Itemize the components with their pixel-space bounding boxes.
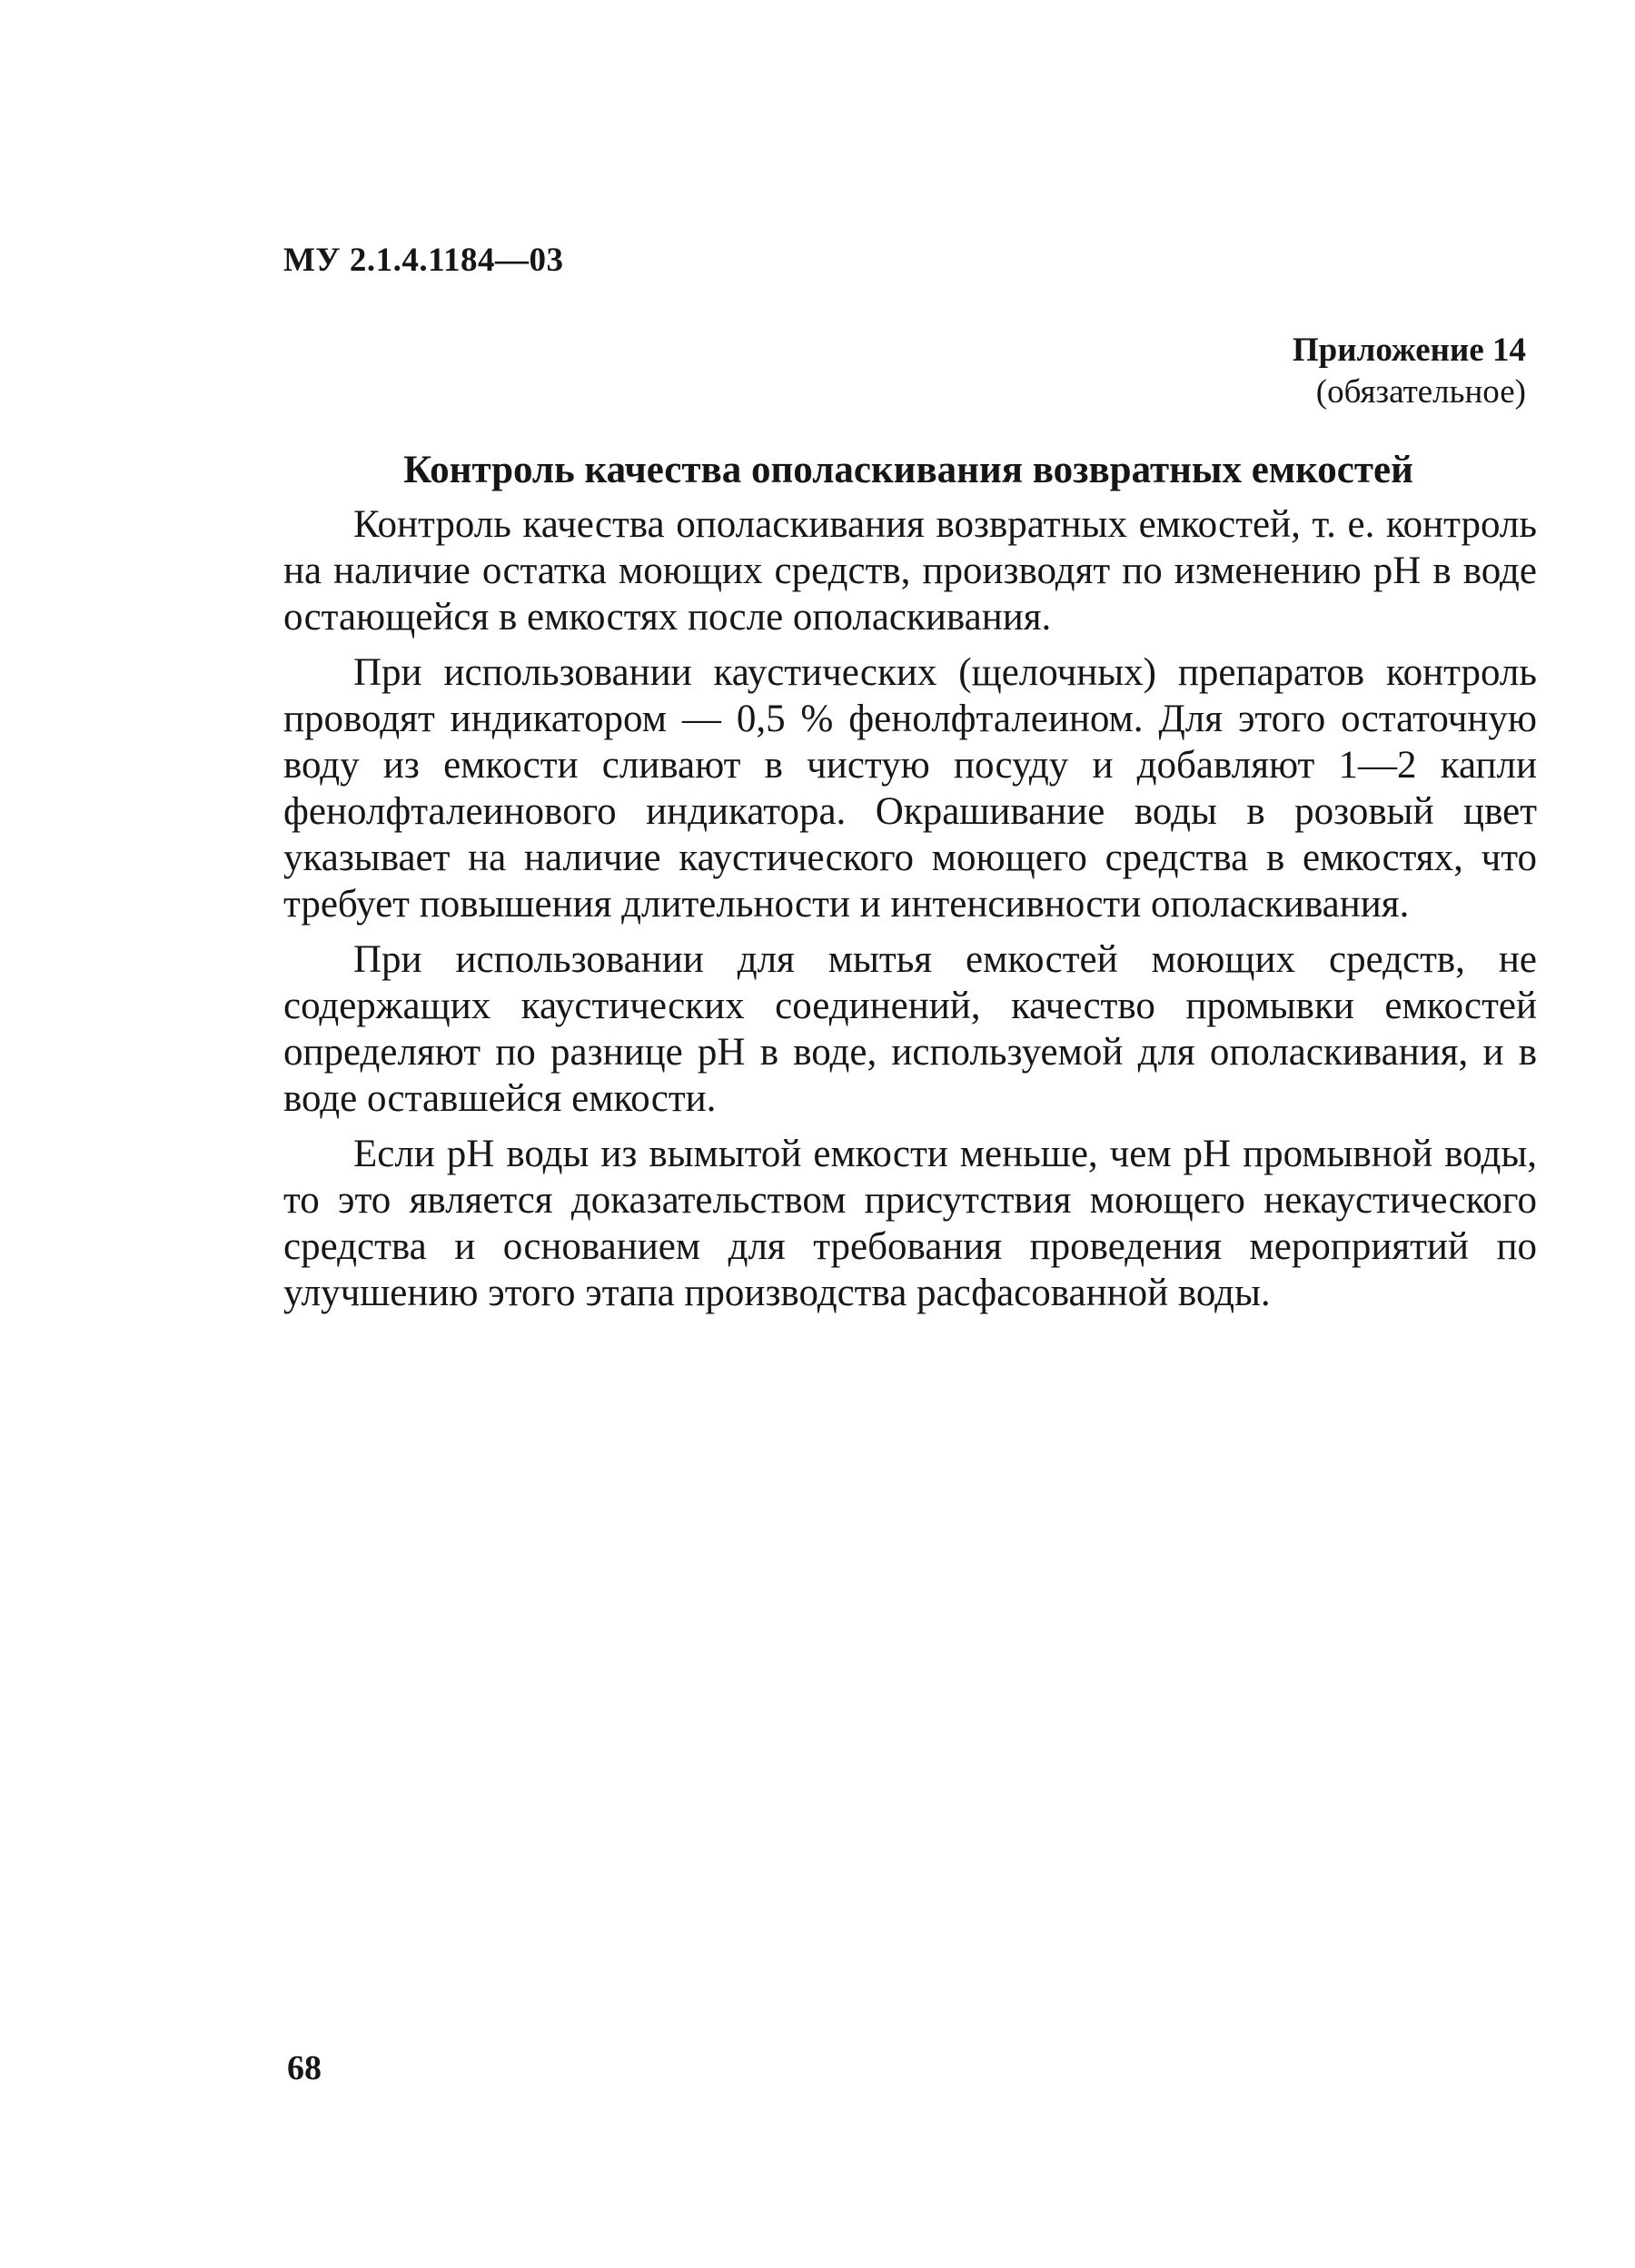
section-body (283, 501, 1537, 1325)
paragraph: Если рН воды из вымытой емкости меньше, чем рН промывной воды, то это является доказательством присутствия моющего некаустического средства и основанием для требования проведения мероприятий по улучшению этого этапа производства расфасованной воды. (283, 1133, 1537, 1314)
paragraph: При использовании каустических (щелочных) препаратов контроль проводят индикатором — 0,5 % фенолфталеином. Для этого остаточную воду из емкости сливают в чистую посуду и добавляют 1—2 капли фенолфталеинового индикатора. Окрашивание воды в розовый цвет указывает на наличие каустического моющего средства в емкостях, что требует повышения длительности и интенсивности ополаскивания. (283, 651, 1537, 926)
document-code: МУ 2.1.4.1184—03 (283, 242, 564, 279)
annex-label (981, 330, 1526, 413)
paragraph: Контроль качества ополаскивания возвратных емкостей, т. е. контроль на наличие остатка моющих средств, производят по изменению рН в воде остающейся в емкостях после ополаскивания. (283, 503, 1537, 639)
paragraph: При использовании для мытья емкостей моющих средств, не содержащих каустических соединений, качество промывки емкостей определяют по разнице рН в воде, используемой для ополаскивания, и в воде оставшейся емкости. (283, 938, 1537, 1120)
annex-note: (обязательное) (1315, 373, 1526, 411)
page-number: 68 (287, 2049, 322, 2087)
annex-title: Приложение 14 (1292, 332, 1526, 369)
section-heading: Контроль качества ополаскивания возвратных емкостей (403, 449, 1413, 491)
